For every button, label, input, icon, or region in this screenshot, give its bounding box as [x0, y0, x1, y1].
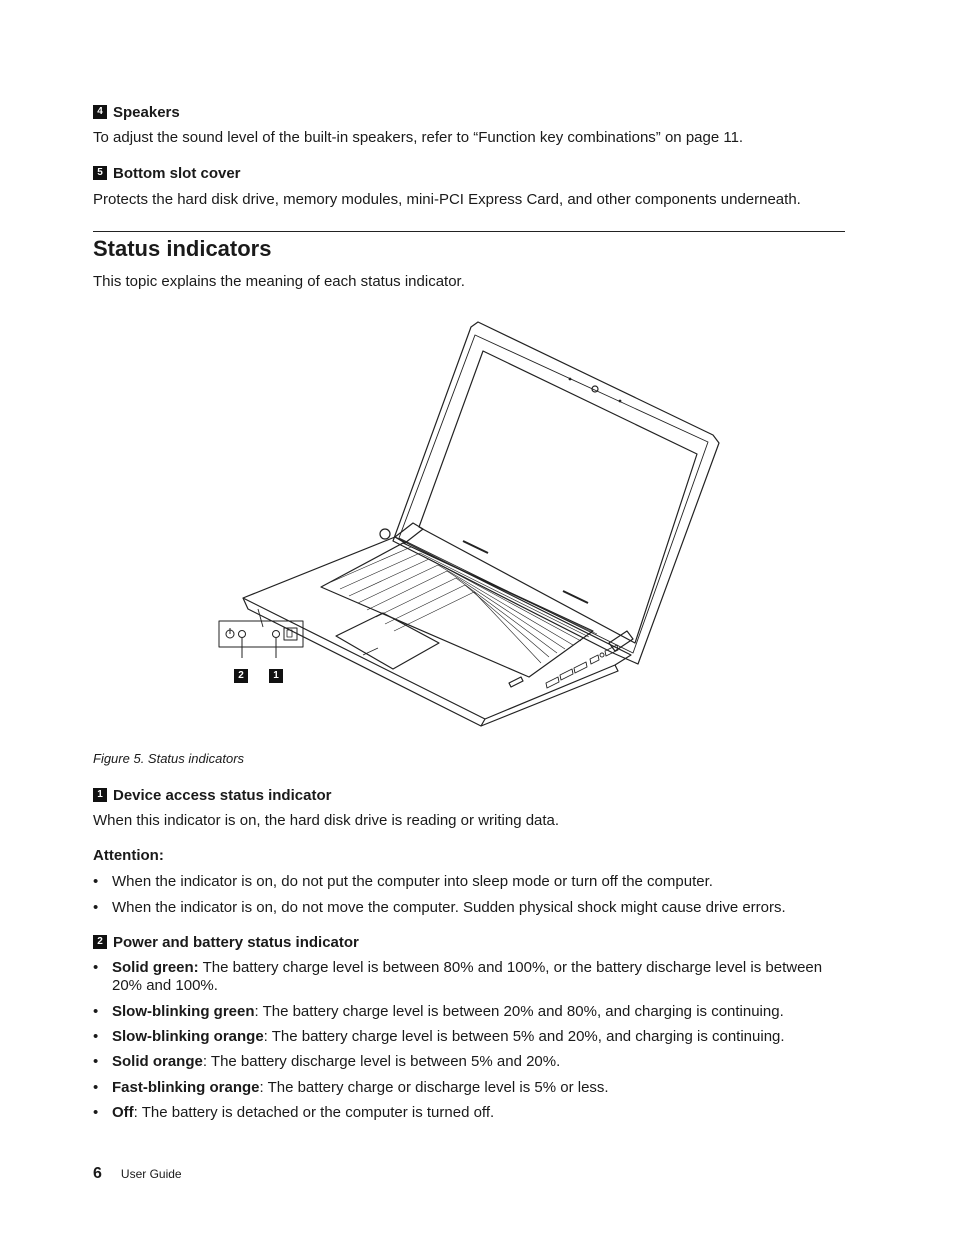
section-intro: This topic explains the meaning of each status indicator. [93, 273, 465, 290]
attention-label: Attention: [93, 847, 164, 864]
speakers-text: To adjust the sound level of the built-in speakers, refer to “Function key combinations” on page 11. [93, 129, 744, 146]
list-item: • When the indicator is on, do not put the computer into sleep mode or turn off the computer. [93, 873, 845, 891]
list-item: • When the indicator is on, do not move the computer. Sudden physical shock might cause drive errors. [93, 899, 845, 917]
laptop-illustration [93, 291, 845, 751]
power-battery-heading [93, 932, 845, 952]
device-access-text: When this indicator is on, the hard disk drive is reading or writing data. [93, 812, 560, 829]
list-item-term: Slow-blinking green [112, 1003, 255, 1020]
callout-number: 2 [93, 935, 107, 949]
list-item-term: Solid orange [112, 1053, 203, 1070]
device-access-title: Device access status indicator [113, 786, 332, 804]
list-item-text: : The battery is detached or the computer is turned off. [133, 1104, 495, 1121]
bottom-slot-heading [93, 163, 845, 183]
list-item [93, 1053, 845, 1071]
figure-callout-1: 1 [269, 669, 283, 683]
list-item-term: Slow-blinking orange [112, 1028, 264, 1045]
figure-caption: Figure 5. Status indicators [93, 751, 245, 766]
section-title: Status indicators [93, 236, 272, 261]
list-item [93, 959, 845, 995]
attention-list [93, 873, 845, 917]
section-divider [93, 231, 845, 263]
device-access-heading [93, 785, 845, 805]
callout-number: 5 [93, 166, 107, 180]
list-item-term: Solid green: [112, 959, 199, 976]
speakers-title: Speakers [113, 103, 180, 121]
page-content [93, 102, 845, 1122]
list-item-text: : The battery discharge level is between 5% and 20%. [202, 1053, 561, 1070]
callout-number: 1 [93, 788, 107, 802]
page-number: 6 [93, 1165, 102, 1182]
figure-callout-2: 2 [234, 669, 248, 683]
bottom-slot-text: Protects the hard disk drive, memory modules, mini-PCI Express Card, and other components underneath. [93, 191, 801, 208]
power-battery-list [93, 959, 845, 1122]
callout-number: 4 [93, 105, 107, 119]
list-item-text: : The battery charge or discharge level is 5% or less. [259, 1079, 609, 1096]
list-item-text: The battery charge level is between 80% and 100%, or the battery discharge level is between 20% and 100%. [112, 959, 823, 994]
list-item [93, 1003, 845, 1021]
footer-title: User Guide [120, 1167, 182, 1181]
power-battery-title: Power and battery status indicator [113, 933, 359, 951]
list-item-term: Fast-blinking orange [112, 1079, 260, 1096]
list-item [93, 1028, 845, 1046]
list-item-text: : The battery charge level is between 20% and 80%, and charging is continuing. [254, 1003, 784, 1020]
page-footer [93, 1165, 182, 1183]
list-item [93, 1079, 845, 1097]
bottom-slot-title: Bottom slot cover [113, 164, 241, 182]
laptop-figure [93, 291, 845, 751]
list-item [93, 1104, 845, 1122]
list-item-text: : The battery charge level is between 5% and 20%, and charging is continuing. [263, 1028, 785, 1045]
speakers-heading [93, 102, 845, 122]
list-item-term: Off [112, 1104, 134, 1121]
